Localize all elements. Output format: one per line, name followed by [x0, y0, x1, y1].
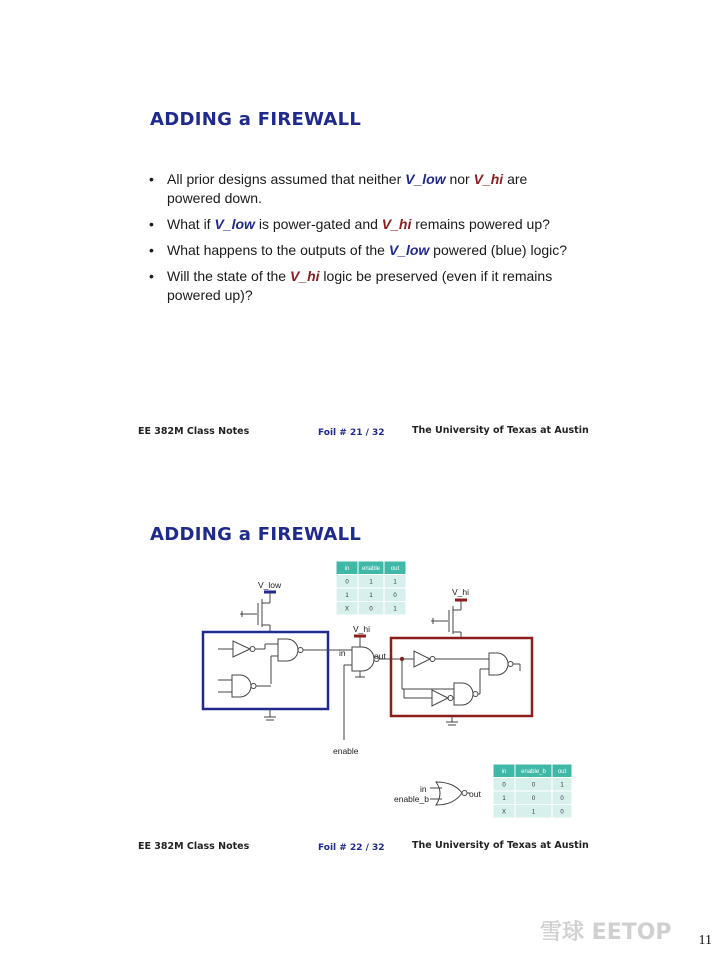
- v-low-header-transistor: [240, 599, 270, 633]
- bullet-text: Will the state of the: [167, 268, 290, 284]
- in-label: in: [339, 648, 346, 658]
- v-hi-right-label: V_hi: [452, 587, 470, 597]
- ground-symbol: [264, 709, 276, 720]
- table-value: 1: [560, 782, 564, 789]
- enable-label: enable: [333, 746, 359, 756]
- bullet-text: remains powered up?: [411, 216, 550, 232]
- table-header: out: [390, 565, 400, 572]
- table-value: 0: [560, 795, 564, 802]
- table-header: in: [501, 768, 507, 775]
- bullet-text: nor: [445, 171, 474, 187]
- out-label: out: [469, 789, 481, 799]
- firewall-circuit-diagram: [0, 555, 720, 855]
- out-label: out: [374, 651, 386, 661]
- table-value: 1: [345, 592, 349, 599]
- highlight-term: V_low: [214, 216, 255, 232]
- v-hi-gate-label: V_hi: [353, 624, 371, 634]
- table-header: enable_b: [521, 768, 546, 775]
- table-value: X: [344, 606, 350, 613]
- table-value: 0: [531, 782, 536, 789]
- watermark: 雪球 EETOP: [540, 920, 672, 945]
- in-label: in: [420, 784, 427, 794]
- inverter-gate: [218, 641, 278, 657]
- highlight-term: V_hi: [381, 216, 412, 232]
- v-hi-domain-box: [391, 638, 532, 716]
- inverter-gate: [404, 689, 453, 706]
- table-value: 1: [393, 606, 397, 613]
- bullet-text: logic be preserved (even if it remains powered up)?: [167, 268, 553, 303]
- bullet-text: powered (blue) logic?: [429, 242, 568, 258]
- truth-table-nor: [493, 764, 572, 818]
- nor-gate: [430, 782, 470, 805]
- table-header: in: [344, 565, 350, 572]
- ground-symbol: [446, 716, 458, 725]
- footer-course: EE 382M Class Notes: [138, 426, 250, 437]
- bullet-text: What happens to the outputs of the: [167, 242, 389, 258]
- inverter-gate: [402, 651, 489, 689]
- nand-gate: [454, 683, 480, 705]
- table-value: 1: [369, 592, 373, 599]
- footer-university: The University of Texas at Austin: [412, 425, 589, 436]
- v-low-label: V_low: [258, 580, 282, 590]
- highlight-term: V_hi: [473, 171, 504, 187]
- highlight-term: V_hi: [289, 268, 320, 284]
- truth-table-nand: [336, 561, 406, 615]
- table-value: 0: [560, 809, 564, 816]
- bullet-text: is power-gated and: [254, 216, 382, 232]
- footer-course: EE 382M Class Notes: [138, 841, 250, 852]
- footer-foil: Foil # 21 / 32: [318, 428, 385, 438]
- highlight-term: V_low: [388, 242, 430, 258]
- table-header: out: [557, 768, 567, 775]
- table-value: 1: [369, 579, 373, 586]
- bullet-text: What if: [167, 216, 215, 232]
- highlight-term: V_low: [405, 171, 446, 187]
- bullet-text: All prior designs assumed that neither: [167, 171, 406, 187]
- table-value: 0: [531, 795, 536, 802]
- footer-university: The University of Texas at Austin: [412, 840, 589, 851]
- table-value: 0: [369, 606, 373, 613]
- nand-gate: [271, 639, 345, 684]
- table-value: 1: [531, 809, 536, 816]
- slide-title: ADDING a FIREWALL: [150, 109, 362, 130]
- footer-foil: Foil # 22 / 32: [318, 843, 385, 853]
- table-value: 0: [345, 579, 349, 586]
- slide-title: ADDING a FIREWALL: [150, 524, 362, 545]
- table-value: 0: [502, 782, 506, 789]
- table-value: 1: [393, 579, 397, 586]
- table-value: 1: [502, 795, 506, 802]
- nand-gate: [218, 675, 271, 697]
- bullet-text: are powered down.: [167, 171, 528, 206]
- table-header: enable: [361, 565, 381, 572]
- table-value: X: [501, 809, 507, 816]
- page-number: 11: [698, 933, 712, 948]
- table-value: 0: [393, 592, 397, 599]
- v-hi-header-transistor: [431, 606, 461, 638]
- enable-b-label: enable_b: [394, 794, 429, 804]
- firewall-nand-gate: [344, 647, 402, 740]
